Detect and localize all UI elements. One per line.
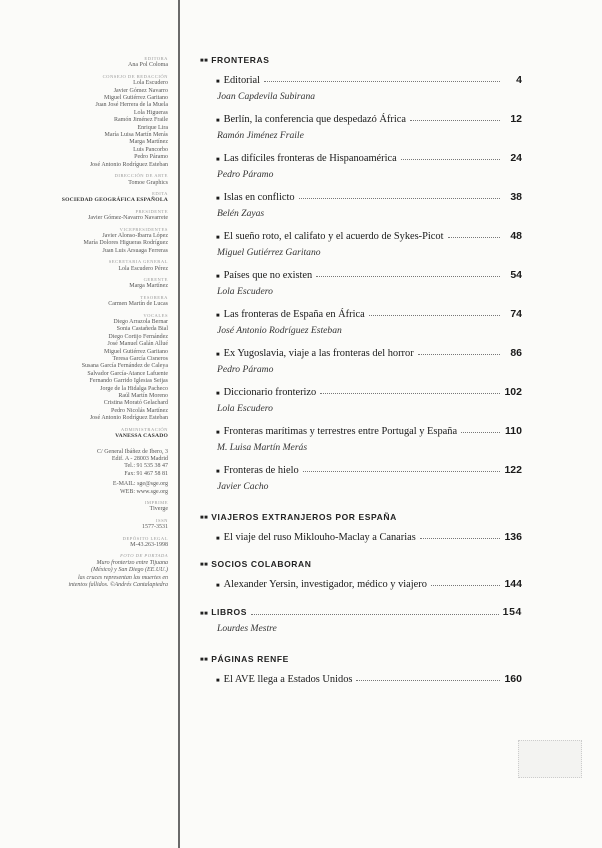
credit-name: Juan Luis Arsuaga Ferreras (102, 247, 168, 254)
bullet-icon: ■ (216, 235, 220, 241)
page-number: 48 (510, 230, 522, 242)
section-marker: ■■ (200, 515, 209, 521)
leader-dots (448, 223, 501, 238)
page-corner-mark (518, 740, 582, 778)
section-heading (200, 509, 522, 525)
credit-group (40, 208, 168, 223)
toc-entry[interactable] (200, 263, 522, 282)
credit-group (40, 276, 168, 291)
address-line: Tel.: 91 535 38 47 (124, 463, 168, 470)
toc-entry[interactable] (200, 146, 522, 165)
bullet-icon: ■ (216, 196, 220, 202)
credit-name: las cruces representan las muertes en (77, 574, 168, 581)
credit-name: Lola Higueras (133, 109, 168, 116)
credit-name: Fernando Garrido Iglesias Seijas (89, 378, 168, 385)
article-title: El sueño roto, el califato y el acuerdo de Sykes-Picot (223, 231, 444, 242)
section-title: LIBROS (211, 607, 247, 617)
section-title: SOCIOS COLABORAN (211, 559, 312, 569)
bullet-icon: ■ (216, 430, 220, 436)
toc-entry[interactable] (200, 667, 522, 686)
credit-name: Jorge de la Hidalga Pacheco (100, 385, 168, 392)
bullet-icon: ■ (216, 391, 220, 397)
credit-name: Diego Cortijo Fernández (108, 333, 168, 340)
credit-group (40, 172, 168, 187)
article-title: Fronteras marítimas y terrestres entre Portugal y España (223, 426, 458, 437)
leader-dots (401, 145, 500, 160)
credit-name: Muro fronterizo entre Tijuana (96, 559, 168, 566)
credit-group (40, 258, 168, 273)
contact-line: WEB: www.sge.org (120, 488, 168, 495)
article-title: Países que no existen (223, 270, 313, 281)
article-author: José Antonio Rodríguez Esteban (217, 325, 342, 336)
credit-group (40, 552, 168, 589)
credit-name: José Antonio Rodríguez Esteban (89, 415, 168, 422)
article-title: El AVE llega a Estados Unidos (223, 674, 353, 685)
page-number: 12 (510, 113, 522, 125)
bullet-icon: ■ (216, 313, 220, 319)
credit-heading: EDITORA (144, 56, 168, 61)
column-divider (178, 0, 180, 848)
leader-dots (369, 301, 500, 316)
leader-dots (356, 666, 500, 681)
toc-entry[interactable] (200, 419, 522, 438)
credit-name: Miguel Gutiérrez Garitano (104, 95, 168, 102)
credit-name: (México) y San Diego (EE.UU.) (91, 567, 168, 574)
table-of-contents (200, 52, 522, 686)
address-line: Edif. A - 28003 Madrid (111, 455, 168, 462)
section-gap (200, 497, 522, 509)
article-author: Belén Zayas (217, 208, 265, 219)
bullet-icon: ■ (216, 79, 220, 85)
credit-group (40, 73, 168, 169)
credit-name: Javier Gómez-Navarro Navarrete (88, 215, 168, 222)
article-title: Las fronteras de España en África (223, 309, 365, 320)
page-number: 136 (504, 531, 522, 543)
article-author: Pedro Páramo (217, 364, 274, 375)
credit-name: Lola Escudero Pérez (118, 265, 168, 272)
credit-name: Miguel Gutiérrez Garitano (104, 348, 168, 355)
credit-group (40, 55, 168, 70)
section-gap (200, 639, 522, 651)
toc-entry[interactable] (200, 525, 522, 544)
article-title: Editorial (223, 75, 260, 86)
credit-heading: FOTO DE PORTADA (120, 553, 168, 559)
page-number: 102 (504, 386, 522, 398)
toc-entry[interactable] (200, 458, 522, 477)
credit-name: Teresa García Cisneros (112, 356, 168, 363)
bullet-icon: ■ (216, 536, 220, 542)
bullet-icon: ■ (216, 352, 220, 358)
toc-entry[interactable] (200, 224, 522, 243)
article-author: Ramón Jiménez Fraile (217, 130, 304, 141)
article-title: Berlín, la conferencia que despedazó África (223, 114, 406, 125)
page-number: 86 (510, 347, 522, 359)
credit-heading: DEPÓSITO LEGAL (122, 535, 168, 541)
toc-entry[interactable] (200, 572, 522, 591)
credit-name: Ana Pol Coloma (128, 62, 168, 69)
article-author: Joan Capdevila Subirana (217, 91, 316, 102)
leader-dots (320, 379, 500, 394)
leader-dots (461, 418, 500, 433)
credit-name: Tiverge (149, 506, 168, 513)
toc-entry[interactable] (200, 107, 522, 126)
article-author: Lola Escudero (217, 403, 273, 414)
article-author: Javier Cacho (217, 481, 269, 492)
credit-name: Luis Pancorbo (133, 146, 168, 153)
credit-group (40, 226, 168, 256)
credit-heading: TESORERA (140, 294, 168, 300)
section-title: PÁGINAS RENFE (211, 654, 289, 664)
page-number: 154 (502, 606, 522, 618)
credit-heading: DIRECCIÓN DE ARTE (114, 173, 168, 179)
credit-name: VANESSA CASADO (115, 433, 168, 440)
credit-name: Raúl Martín Moreno (118, 393, 168, 400)
credit-name: Lola Escudero (133, 80, 168, 87)
credit-name: SOCIEDAD GEOGRÁFICA ESPAÑOLA (61, 197, 168, 204)
article-title: Fronteras de hielo (223, 465, 299, 476)
credit-heading: SECRETARIA GENERAL (108, 259, 168, 265)
credit-name: intentos fallidos. ©Andrés Cantalapiedra (68, 582, 168, 588)
section-title: VIAJEROS EXTRANJEROS POR ESPAÑA (211, 512, 397, 522)
section-marker: ■■ (200, 657, 209, 663)
leader-dots (431, 571, 500, 586)
credit-heading: GERENTE (143, 276, 168, 282)
credit-heading: EDITA (152, 190, 168, 196)
contact-block (40, 481, 168, 496)
credits-column (40, 55, 168, 592)
credit-name: Diego Arrazola Bernar (113, 319, 168, 325)
credit-heading: IMPRIME (144, 499, 168, 505)
section-title: FRONTERAS (211, 55, 270, 65)
bullet-icon: ■ (216, 118, 220, 124)
credit-name: 1577-3531 (142, 524, 168, 531)
toc-entry[interactable] (200, 185, 522, 204)
leader-dots (418, 340, 500, 355)
page-number: 38 (510, 191, 522, 203)
page-number: 110 (505, 425, 522, 437)
page-number: 54 (510, 269, 522, 281)
section-marker: ■■ (200, 611, 209, 617)
credit-heading: VICEPRESIDENTES (119, 226, 168, 232)
credit-name: Ramón Jiménez Fraile (114, 117, 168, 124)
credit-heading: VOCALES (143, 312, 168, 318)
credit-group (40, 517, 168, 532)
article-title: Diccionario fronterizo (223, 387, 317, 398)
credit-name: Marga Martínez (129, 283, 168, 290)
leader-dots (251, 603, 499, 615)
credit-group (40, 312, 168, 423)
toc-entry[interactable] (200, 302, 522, 321)
credit-name: José Manuel Galán Allué (107, 341, 168, 348)
address-block (40, 449, 168, 479)
page-number: 144 (504, 578, 522, 590)
credit-name: M-43.263-1998 (130, 541, 168, 548)
credit-name: Sonia Castañeda Bial (116, 326, 168, 333)
article-title: Alexander Yersin, investigador, médico y viajero (223, 579, 427, 590)
bullet-icon: ■ (216, 274, 220, 280)
credit-group (40, 294, 168, 309)
credit-name: Salvador García-Atance Lafuente (87, 370, 168, 377)
article-author: Pedro Páramo (217, 169, 274, 180)
credit-group (40, 535, 168, 550)
section-heading (200, 556, 522, 572)
address-line: Fax: 91 467 58 81 (124, 470, 168, 477)
page-number: 122 (504, 464, 522, 476)
bullet-icon: ■ (216, 157, 220, 163)
credit-heading: ADMINISTRACIÓN (120, 426, 168, 432)
leader-dots (316, 262, 500, 277)
credit-name: María Luisa Martín Merás (104, 132, 168, 139)
article-author: M. Luisa Martín Merás (217, 442, 308, 453)
bullet-icon: ■ (216, 469, 220, 475)
credit-heading: CONSEJO DE REDACCIÓN (102, 73, 168, 79)
credit-heading: ISSN (156, 517, 168, 523)
section-heading (200, 603, 522, 619)
leader-dots (299, 184, 500, 199)
article-title: Ex Yugoslavia, viaje a las fronteras del horror (223, 348, 414, 359)
section-heading (200, 651, 522, 667)
credit-name: Javier Alonso-Ibarra López (102, 232, 168, 239)
page-number: 4 (516, 74, 522, 86)
article-title: Las difíciles fronteras de Hispanoamérica (223, 153, 397, 164)
credit-group (40, 499, 168, 514)
address-line: C/ General Ibáñez de Ibero, 3 (97, 448, 168, 455)
credit-name: Marga Martínez (129, 139, 168, 146)
article-title: El viaje del ruso Miklouho-Maclay a Canarias (223, 532, 416, 543)
article-author: Lola Escudero (217, 286, 273, 297)
toc-entry[interactable] (200, 341, 522, 360)
section-marker: ■■ (200, 58, 209, 64)
section-marker: ■■ (200, 562, 209, 568)
credit-name: María Dolores Higueras Rodríguez (83, 240, 168, 247)
credit-name: Enrique Lira (137, 124, 168, 131)
leader-dots (410, 106, 500, 121)
credit-heading: PRESIDENTE (135, 208, 168, 214)
credit-name: Susana García Fernández de Caleya (81, 363, 168, 370)
credit-name: Tomoe Graphics (128, 179, 168, 186)
article-title: Islas en conflicto (223, 192, 295, 203)
credit-name: Juan José Herrera de la Muela (95, 102, 168, 109)
page-number: 74 (510, 308, 522, 320)
credit-group (40, 190, 168, 205)
leader-dots (264, 67, 500, 82)
credit-name: Carmen Martín de Lucas (108, 301, 168, 308)
article-author: Lourdes Mestre (217, 623, 277, 634)
credit-name: Pedro Páramo (134, 154, 168, 161)
credit-name: Javier Gómez Navarro (113, 87, 168, 94)
credit-name: Pedro Nicolás Martínez (111, 407, 168, 414)
section-heading (200, 52, 522, 68)
credit-name: Cristina Morató Gelachard (103, 400, 168, 407)
credit-name: José Antonio Rodríguez Esteban (89, 161, 168, 168)
toc-entry[interactable] (200, 68, 522, 87)
toc-entry[interactable] (200, 380, 522, 399)
bullet-icon: ■ (216, 678, 220, 684)
leader-dots (303, 457, 500, 472)
article-author: Miguel Gutiérrez Garitano (217, 247, 321, 258)
contact-line: E-MAIL: sge@sge.org (112, 481, 168, 488)
credit-group (40, 426, 168, 441)
page-number: 24 (510, 152, 522, 164)
page-number: 160 (504, 673, 522, 685)
leader-dots (420, 524, 500, 539)
bullet-icon: ■ (216, 583, 220, 589)
